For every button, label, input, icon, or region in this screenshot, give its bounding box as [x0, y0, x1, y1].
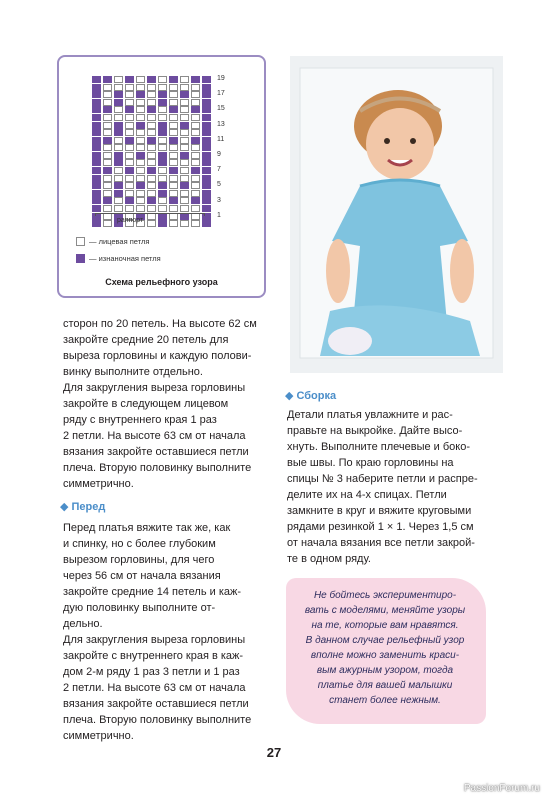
chart-cell — [191, 220, 200, 227]
chart-cell — [158, 114, 167, 121]
chart-cell — [136, 106, 145, 113]
front-heading — [60, 500, 105, 513]
chart-cell — [92, 129, 101, 136]
chart-cell — [169, 106, 178, 113]
chart-cell — [92, 144, 101, 151]
chart-cell — [103, 76, 112, 83]
chart-cell — [136, 182, 145, 189]
chart-cell — [125, 190, 134, 197]
chart-cell — [147, 197, 156, 204]
chart-cell — [147, 114, 156, 121]
assembly-heading — [285, 389, 336, 402]
chart-cell — [180, 197, 189, 204]
chart-cell — [125, 152, 134, 159]
chart-cell — [92, 167, 101, 174]
chart-cell — [114, 182, 123, 189]
chart-cell — [136, 91, 145, 98]
chart-cell — [202, 137, 211, 144]
chart-cell — [158, 152, 167, 159]
chart-cell — [92, 220, 101, 227]
chart-cell — [92, 91, 101, 98]
chart-cell — [180, 114, 189, 121]
chart-cell — [92, 106, 101, 113]
chart-cell — [202, 144, 211, 151]
chart-cell — [158, 76, 167, 83]
chart-cell — [114, 76, 123, 83]
chart-cell — [202, 220, 211, 227]
chart-cell — [136, 159, 145, 166]
chart-cell — [202, 197, 211, 204]
chart-cell — [103, 167, 112, 174]
chart-cell — [202, 114, 211, 121]
chart-cell — [202, 152, 211, 159]
chart-cell — [180, 129, 189, 136]
chart-cell — [191, 114, 200, 121]
chart-cell — [158, 106, 167, 113]
chart-caption: Схема рельефного узора — [105, 277, 218, 287]
chart-cell — [136, 167, 145, 174]
front-paragraph: Перед платья вяжите так же, как и спинку, но с более глубоким вырезом горловины, для чего через 56 см от начала вязания закройте средние 14 петель и каж- дую половинку выполните от- дельно. Для закругления выреза горловины закройте с внутреннего края в каж- дом 2-м ряду 1 раз 3 петли и 1 раз 2 петли. На высоте 63 см от начала вязания закройте оставшиеся петли плеча. Вторую половинку выполните симметрично. — [63, 522, 252, 742]
chart-cell — [103, 175, 112, 182]
chart-cell — [191, 122, 200, 129]
chart-cell — [147, 152, 156, 159]
chart-row-number: 13 — [217, 120, 225, 128]
stitch-chart-box — [57, 55, 266, 298]
chart-cell — [92, 159, 101, 166]
chart-cell — [169, 76, 178, 83]
chart-cell — [92, 205, 101, 212]
chart-cell — [191, 129, 200, 136]
chart-cell — [136, 175, 145, 182]
page-number: 27 — [266, 745, 282, 760]
chart-cell — [191, 197, 200, 204]
chart-cell — [92, 84, 101, 91]
front-heading-text: Перед — [71, 501, 106, 513]
chart-cell — [136, 152, 145, 159]
chart-cell — [103, 114, 112, 121]
chart-cell — [125, 122, 134, 129]
chart-cell — [103, 190, 112, 197]
chart-row-number: 1 — [217, 211, 221, 219]
chart-cell — [202, 106, 211, 113]
chart-cell — [92, 190, 101, 197]
chart-cell — [136, 137, 145, 144]
chart-cell — [180, 144, 189, 151]
chart-cell — [158, 175, 167, 182]
chart-cell — [191, 99, 200, 106]
chart-cell — [147, 167, 156, 174]
chart-cell — [202, 182, 211, 189]
chart-cell — [180, 182, 189, 189]
chart-cell — [169, 137, 178, 144]
chart-cell — [158, 190, 167, 197]
chart-cell — [158, 122, 167, 129]
chart-cell — [114, 129, 123, 136]
chart-cell — [114, 114, 123, 121]
chart-cell — [103, 129, 112, 136]
chart-cell — [147, 220, 156, 227]
chart-cell — [92, 122, 101, 129]
chart-cell — [103, 144, 112, 151]
chart-cell — [158, 220, 167, 227]
chart-cell — [125, 99, 134, 106]
left-para-1: сторон по 20 петель. На высоте 62 см закройте средние 20 петель для выреза горловины и каждую полови- винку выполните отдельно. — [63, 318, 257, 378]
chart-cell — [125, 159, 134, 166]
chart-cell — [180, 122, 189, 129]
chart-cell — [92, 182, 101, 189]
chart-cell — [169, 99, 178, 106]
chart-cell — [191, 91, 200, 98]
chart-cell — [158, 137, 167, 144]
chart-cell — [180, 84, 189, 91]
rapport-label: раппорт — [117, 217, 144, 224]
chart-cell — [180, 220, 189, 227]
chart-cell — [158, 182, 167, 189]
chart-cell — [169, 91, 178, 98]
chart-cell — [103, 84, 112, 91]
chart-cell — [202, 159, 211, 166]
chart-cell — [202, 76, 211, 83]
chart-cell — [92, 152, 101, 159]
chart-cell — [202, 205, 211, 212]
chart-cell — [169, 129, 178, 136]
chart-cell — [136, 99, 145, 106]
chart-cell — [147, 91, 156, 98]
chart-cell — [180, 159, 189, 166]
chart-cell — [147, 122, 156, 129]
chart-cell — [202, 167, 211, 174]
tip-text: Не бойтесь экспериментиро- вать с моделями, меняйте узоры на те, которые вам нравятся. В данном случае рельефный узор вполне можно заменить краси- вым ажурным узором, тогда платье для вашей малышки станет более нежным. — [304, 590, 466, 706]
chart-cell — [169, 84, 178, 91]
chart-cell — [202, 129, 211, 136]
chart-cell — [147, 99, 156, 106]
chart-cell — [147, 159, 156, 166]
chart-cell — [103, 205, 112, 212]
chart-cell — [169, 182, 178, 189]
chart-row-number: 11 — [217, 135, 225, 143]
chart-cell — [191, 159, 200, 166]
chart-cell — [158, 205, 167, 212]
chart-cell — [125, 182, 134, 189]
chart-cell — [136, 197, 145, 204]
chart-cell — [191, 167, 200, 174]
chart-cell — [180, 91, 189, 98]
chart-cell — [114, 190, 123, 197]
chart-cell — [136, 114, 145, 121]
chart-cell — [114, 106, 123, 113]
chart-cell — [180, 106, 189, 113]
chart-cell — [180, 152, 189, 159]
diamond-bullet-icon: ◆ — [285, 390, 294, 402]
chart-cell — [114, 144, 123, 151]
chart-cell — [169, 175, 178, 182]
chart-cell — [147, 205, 156, 212]
chart-cell — [169, 220, 178, 227]
chart-cell — [158, 144, 167, 151]
chart-cell — [191, 182, 200, 189]
chart-cell — [114, 99, 123, 106]
chart-cell — [125, 129, 134, 136]
girl-photo — [290, 56, 503, 373]
chart-cell — [158, 167, 167, 174]
chart-cell — [114, 137, 123, 144]
chart-row-number: 3 — [217, 196, 221, 204]
legend-knit — [76, 237, 149, 246]
chart-cell — [158, 99, 167, 106]
chart-cell — [169, 114, 178, 121]
chart-row-number: 15 — [217, 105, 225, 113]
chart-cell — [136, 129, 145, 136]
chart-cell — [125, 106, 134, 113]
chart-cell — [191, 152, 200, 159]
chart-cell — [103, 122, 112, 129]
chart-cell — [136, 144, 145, 151]
chart-cell — [169, 167, 178, 174]
chart-cell — [158, 129, 167, 136]
chart-cell — [191, 84, 200, 91]
chart-row-number: 5 — [217, 181, 221, 189]
chart-cell — [114, 152, 123, 159]
chart-row-number: 9 — [217, 151, 221, 158]
watermark: PassionForum.ru — [463, 783, 540, 794]
chart-cell — [180, 175, 189, 182]
chart-cell — [125, 76, 134, 83]
chart-cell — [125, 167, 134, 174]
chart-cell — [136, 76, 145, 83]
chart-cell — [180, 76, 189, 83]
chart-cell — [114, 175, 123, 182]
chart-cell — [191, 106, 200, 113]
chart-cell — [92, 114, 101, 121]
chart-cell — [147, 129, 156, 136]
chart-cell — [158, 159, 167, 166]
assembly-heading-text: Сборка — [296, 390, 337, 402]
chart-cell — [103, 182, 112, 189]
chart-cell — [125, 197, 134, 204]
chart-cell — [202, 99, 211, 106]
chart-cell — [103, 91, 112, 98]
legend-purl-label: — изнаночная петля — [89, 254, 161, 263]
chart-row-number: 17 — [217, 90, 225, 98]
chart-cell — [103, 106, 112, 113]
chart-cell — [169, 197, 178, 204]
chart-cell — [202, 122, 211, 129]
chart-cell — [92, 99, 101, 106]
chart-cell — [180, 190, 189, 197]
chart-cell — [191, 144, 200, 151]
chart-cell — [125, 144, 134, 151]
legend-knit-label: — лицевая петля — [89, 237, 150, 246]
chart-cell — [147, 182, 156, 189]
chart-cell — [125, 175, 134, 182]
chart-cell — [92, 76, 101, 83]
chart-cell — [180, 205, 189, 212]
chart-cell — [191, 137, 200, 144]
purl-swatch-icon — [76, 254, 85, 263]
chart-cell — [114, 91, 123, 98]
chart-cell — [147, 76, 156, 83]
chart-cell — [191, 76, 200, 83]
chart-cell — [136, 122, 145, 129]
chart-cell — [180, 167, 189, 174]
chart-cell — [191, 205, 200, 212]
chart-cell — [136, 84, 145, 91]
chart-cell — [92, 137, 101, 144]
chart-cell — [169, 152, 178, 159]
chart-cell — [103, 99, 112, 106]
chart-cell — [169, 159, 178, 166]
chart-cell — [147, 84, 156, 91]
chart-cell — [136, 190, 145, 197]
chart-cell — [114, 167, 123, 174]
chart-cell — [147, 175, 156, 182]
chart-cell — [202, 175, 211, 182]
chart-row-number: 19 — [217, 75, 225, 82]
chart-cell — [114, 205, 123, 212]
chart-cell — [103, 152, 112, 159]
chart-cell — [103, 197, 112, 204]
chart-cell — [147, 144, 156, 151]
chart-cell — [125, 84, 134, 91]
chart-cell — [147, 106, 156, 113]
chart-cell — [202, 84, 211, 91]
left-para-2: Для закругления выреза горловины закройте в следующем лицевом ряду с внутреннего края 1 раз 2 петли. На высоте 63 см от начала вязания закройте оставшиеся петли плеча. Вторую половинку выполните симметрично. — [63, 382, 252, 490]
chart-cell — [103, 220, 112, 227]
chart-cell — [147, 190, 156, 197]
chart-cell — [158, 84, 167, 91]
chart-cell — [147, 137, 156, 144]
rapport-bracket — [95, 213, 205, 216]
chart-cell — [103, 159, 112, 166]
chart-cell — [202, 91, 211, 98]
assembly-paragraph: Детали платья увлажните и рас- правьте на выкройке. Дайте высо- хнуть. Выполните плечевые и боко- вые швы. По краю горловины на спицы № 3 наберите петли и распре- делите их на 4-х спицах. Петли замкните в круг и вяжите круговыми рядами резинкой 1 × 1. Через 1,5 см от начала вязания все петли закрой- те в одном ряду. — [287, 409, 478, 565]
diamond-bullet-icon: ◆ — [60, 501, 69, 513]
chart-cell — [125, 137, 134, 144]
chart-cell — [136, 205, 145, 212]
chart-cell — [169, 122, 178, 129]
chart-cell — [125, 205, 134, 212]
chart-cell — [114, 159, 123, 166]
chart-cell — [169, 144, 178, 151]
chart-cell — [103, 137, 112, 144]
chart-cell — [202, 190, 211, 197]
chart-cell — [169, 190, 178, 197]
chart-cell — [169, 205, 178, 212]
chart-cell — [125, 114, 134, 121]
chart-cell — [158, 91, 167, 98]
knit-swatch-icon — [76, 237, 85, 246]
girl-in-blue-dress-icon — [290, 56, 503, 373]
chart-cell — [180, 99, 189, 106]
chart-cell — [180, 137, 189, 144]
chart-cell — [125, 91, 134, 98]
chart-cell — [92, 175, 101, 182]
chart-cell — [158, 197, 167, 204]
chart-cell — [114, 197, 123, 204]
chart-cell — [191, 175, 200, 182]
chart-cell — [114, 122, 123, 129]
chart-row-number: 7 — [217, 166, 221, 174]
chart-cell — [114, 84, 123, 91]
chart-cell — [191, 190, 200, 197]
chart-cell — [92, 197, 101, 204]
legend-purl — [76, 254, 161, 263]
